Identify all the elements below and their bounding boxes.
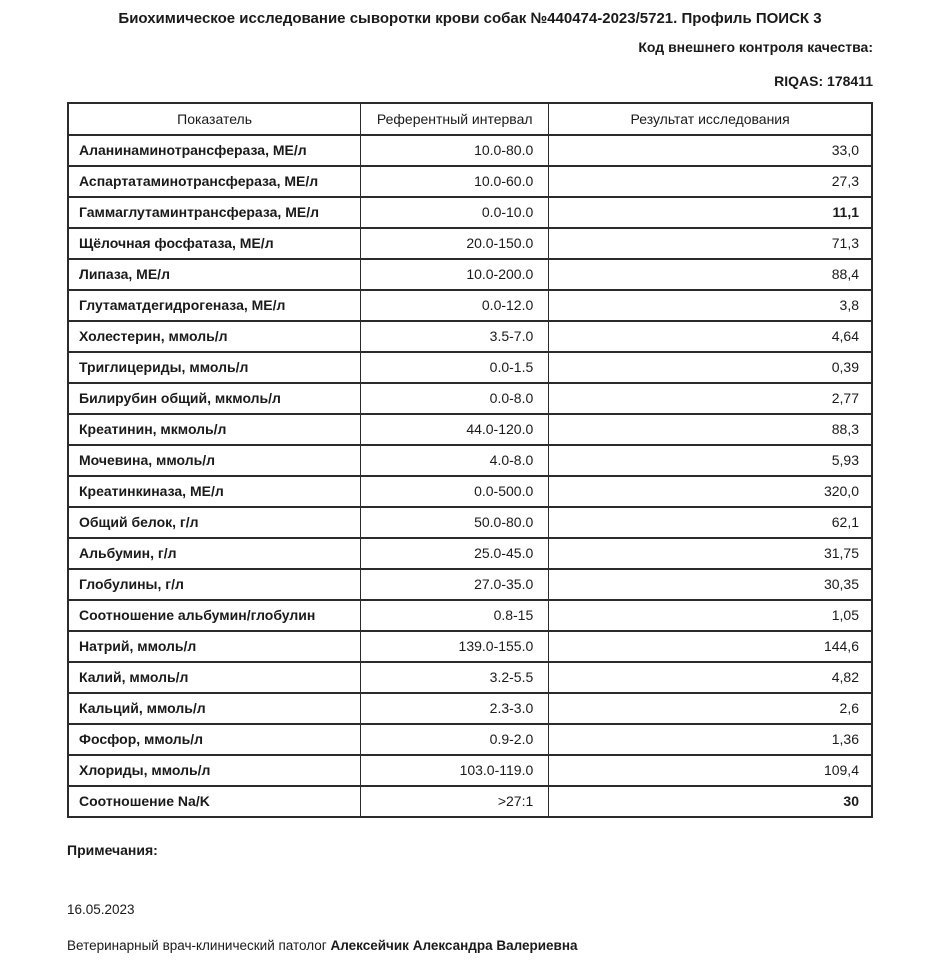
table-row: [68, 507, 872, 538]
result-value-cell: 88,3: [549, 414, 872, 445]
result-value-cell: 4,64: [549, 321, 872, 352]
reference-interval-cell: 0.0-10.0: [361, 197, 549, 228]
reference-interval-cell: 103.0-119.0: [361, 755, 549, 786]
indicator-name-cell: Альбумин, г/л: [68, 538, 361, 569]
table-row: [68, 724, 872, 755]
table-row: [68, 445, 872, 476]
result-value-cell: 27,3: [549, 166, 872, 197]
result-value-cell: 144,6: [549, 631, 872, 662]
reference-interval-cell: 139.0-155.0: [361, 631, 549, 662]
result-value-cell: 1,05: [549, 600, 872, 631]
qc-code: RIQAS: 178411: [774, 73, 873, 89]
result-value-cell: 5,93: [549, 445, 872, 476]
reference-interval-cell: 27.0-35.0: [361, 569, 549, 600]
reference-interval-cell: 0.0-8.0: [361, 383, 549, 414]
reference-interval-cell: 0.0-500.0: [361, 476, 549, 507]
table-row: [68, 538, 872, 569]
indicator-name-cell: Щёлочная фосфатаза, МЕ/л: [68, 228, 361, 259]
indicator-name-cell: Кальций, ммоль/л: [68, 693, 361, 724]
reference-interval-cell: 0.8-15: [361, 600, 549, 631]
result-value-cell: 62,1: [549, 507, 872, 538]
table-row: [68, 383, 872, 414]
result-value-cell: 2,6: [549, 693, 872, 724]
result-value-cell: 109,4: [549, 755, 872, 786]
reference-interval-cell: >27:1: [361, 786, 549, 817]
indicator-name-cell: Триглицериды, ммоль/л: [68, 352, 361, 383]
table-row: [68, 259, 872, 290]
doctor-role: Ветеринарный врач-клинический патолог: [67, 938, 327, 953]
table-row: [68, 414, 872, 445]
reference-interval-cell: 10.0-60.0: [361, 166, 549, 197]
indicator-name-cell: Глутаматдегидрогеназа, МЕ/л: [68, 290, 361, 321]
reference-interval-cell: 25.0-45.0: [361, 538, 549, 569]
result-value-cell: 30,35: [549, 569, 872, 600]
table-row: [68, 290, 872, 321]
result-value-cell: 3,8: [549, 290, 872, 321]
notes-label: Примечания:: [67, 842, 158, 858]
indicator-name-cell: Натрий, ммоль/л: [68, 631, 361, 662]
reference-interval-cell: 0.9-2.0: [361, 724, 549, 755]
table-header-row: [68, 103, 872, 135]
reference-interval-cell: 4.0-8.0: [361, 445, 549, 476]
reference-interval-cell: 3.2-5.5: [361, 662, 549, 693]
indicator-name-cell: Соотношение Na/K: [68, 786, 361, 817]
result-value-cell: 1,36: [549, 724, 872, 755]
column-header-reference-interval: Референтный интервал: [361, 103, 549, 135]
result-value-cell: 0,39: [549, 352, 872, 383]
reference-interval-cell: 2.3-3.0: [361, 693, 549, 724]
table-row: [68, 135, 872, 166]
table-row: [68, 693, 872, 724]
indicator-name-cell: Фосфор, ммоль/л: [68, 724, 361, 755]
table-row: [68, 321, 872, 352]
column-header-indicator: Показатель: [68, 103, 361, 135]
table-row: [68, 600, 872, 631]
result-value-cell: 33,0: [549, 135, 872, 166]
table-row: [68, 569, 872, 600]
indicator-name-cell: Креатинкиназа, МЕ/л: [68, 476, 361, 507]
result-value-cell: 88,4: [549, 259, 872, 290]
table-row: [68, 662, 872, 693]
table-row: [68, 786, 872, 817]
doctor-name: Алексейчик Александра Валериевна: [330, 938, 578, 953]
result-value-cell: 30: [549, 786, 872, 817]
indicator-name-cell: Аспартатаминотрансфераза, МЕ/л: [68, 166, 361, 197]
indicator-name-cell: Общий белок, г/л: [68, 507, 361, 538]
indicator-name-cell: Соотношение альбумин/глобулин: [68, 600, 361, 631]
reference-interval-cell: 10.0-80.0: [361, 135, 549, 166]
doctor-line: [67, 938, 873, 954]
reference-interval-cell: 20.0-150.0: [361, 228, 549, 259]
indicator-name-cell: Холестерин, ммоль/л: [68, 321, 361, 352]
results-table: [67, 102, 873, 818]
reference-interval-cell: 0.0-12.0: [361, 290, 549, 321]
result-value-cell: 4,82: [549, 662, 872, 693]
result-value-cell: 11,1: [549, 197, 872, 228]
indicator-name-cell: Мочевина, ммоль/л: [68, 445, 361, 476]
indicator-name-cell: Билирубин общий, мкмоль/л: [68, 383, 361, 414]
table-row: [68, 476, 872, 507]
indicator-name-cell: Калий, ммоль/л: [68, 662, 361, 693]
result-value-cell: 320,0: [549, 476, 872, 507]
result-value-cell: 2,77: [549, 383, 872, 414]
column-header-result: Результат исследования: [549, 103, 872, 135]
indicator-name-cell: Аланинаминотрансфераза, МЕ/л: [68, 135, 361, 166]
reference-interval-cell: 44.0-120.0: [361, 414, 549, 445]
result-value-cell: 71,3: [549, 228, 872, 259]
reference-interval-cell: 0.0-1.5: [361, 352, 549, 383]
qc-label: Код внешнего контроля качества:: [638, 39, 873, 55]
table-row: [68, 352, 872, 383]
indicator-name-cell: Хлориды, ммоль/л: [68, 755, 361, 786]
reference-interval-cell: 50.0-80.0: [361, 507, 549, 538]
indicator-name-cell: Липаза, МЕ/л: [68, 259, 361, 290]
page-title: Биохимическое исследование сыворотки крови собак №440474-2023/5721. Профиль ПОИСК 3: [118, 10, 822, 27]
indicator-name-cell: Гаммаглутаминтрансфераза, МЕ/л: [68, 197, 361, 228]
reference-interval-cell: 3.5-7.0: [361, 321, 549, 352]
table-row: [68, 166, 872, 197]
table-row: [68, 631, 872, 662]
indicator-name-cell: Глобулины, г/л: [68, 569, 361, 600]
table-row: [68, 228, 872, 259]
report-date: 16.05.2023: [67, 902, 135, 917]
table-row: [68, 197, 872, 228]
indicator-name-cell: Креатинин, мкмоль/л: [68, 414, 361, 445]
result-value-cell: 31,75: [549, 538, 872, 569]
table-row: [68, 755, 872, 786]
reference-interval-cell: 10.0-200.0: [361, 259, 549, 290]
